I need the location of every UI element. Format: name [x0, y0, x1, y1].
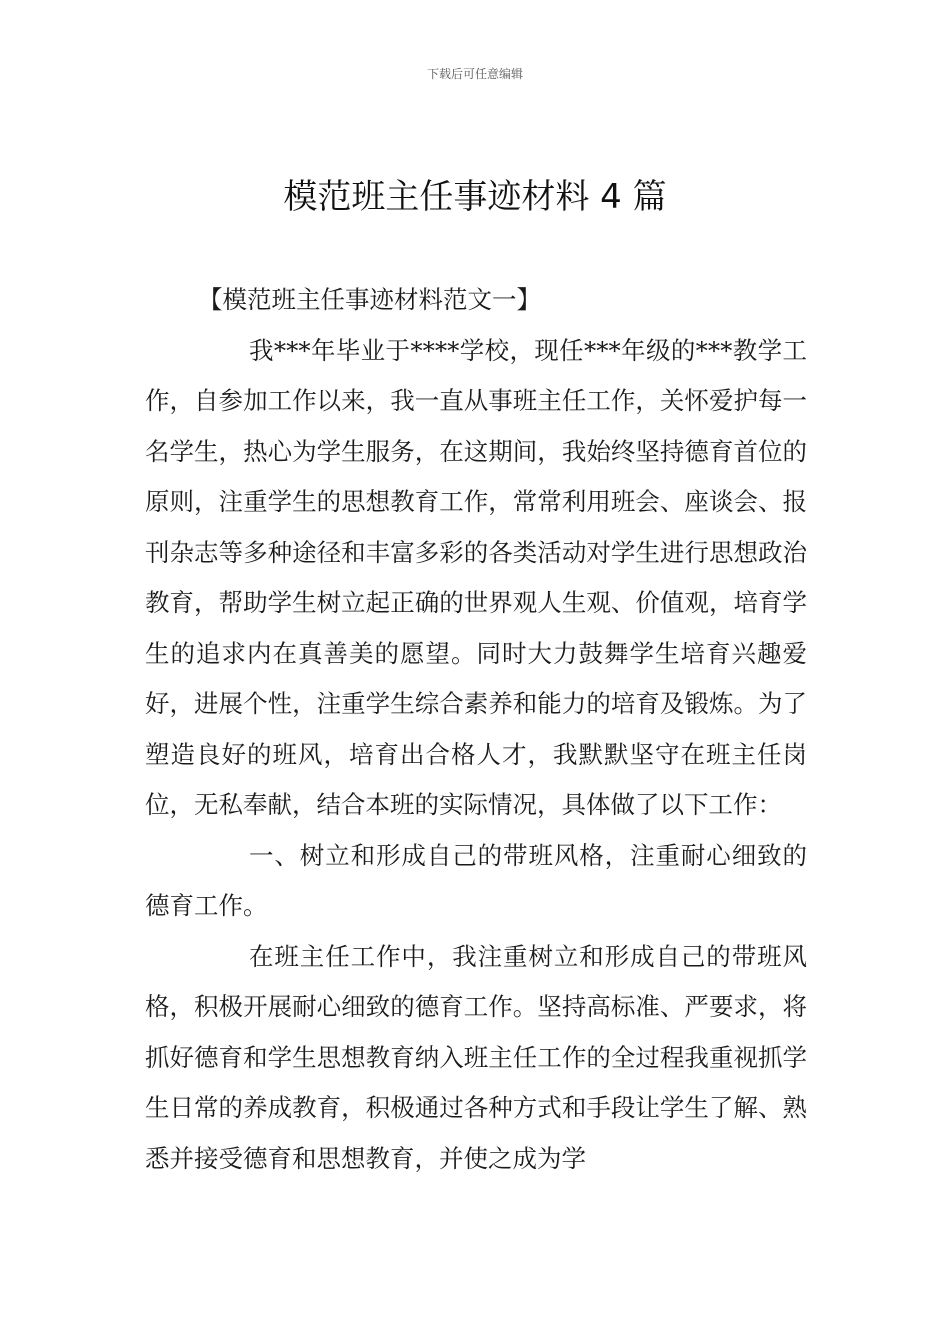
section-heading: 【模范班主任事迹材料范文一】: [198, 285, 541, 314]
paragraph-point-one: 一、树立和形成自己的带班风格，注重耐心细致的德育工作。: [145, 840, 807, 920]
document-title: 模范班主任事迹材料 4 篇: [283, 177, 667, 217]
paragraph-point-one-detail: 在班主任工作中，我注重树立和形成自己的带班风格，积极开展耐心细致的德育工作。坚持高标准、严要求，将抓好德育和学生思想教育纳入班主任工作的全过程我重视抓学生日常的养成教育，积极通过各种方式和手段让学生了解、熟悉并接受德育和思想教育，并使之成为学: [145, 941, 807, 1173]
document-body: [145, 275, 807, 1184]
page-header-note: 下载后可任意编辑: [426, 67, 523, 81]
paragraph-intro: 我***年毕业于****学校，现任***年级的***教学工作，自参加工作以来，我一直从事班主任工作，关怀爱护每一名学生，热心为学生服务，在这期间，我始终坚持德育首位的原则，注重学生的思想教育工作，常常利用班会、座谈会、报刊杂志等多种途径和丰富多彩的各类活动对学生进行思想政治教育，帮助学生树立起正确的世界观人生观、价值观，培育学生的追求内在真善美的愿望。同时大力鼓舞学生培育兴趣爱好，进展个性，注重学生综合素养和能力的培育及锻炼。为了塑造良好的班风，培育出合格人才，我默默坚守在班主任岗位，无私奉献，结合本班的实际情况，具体做了以下工作：: [145, 335, 807, 819]
